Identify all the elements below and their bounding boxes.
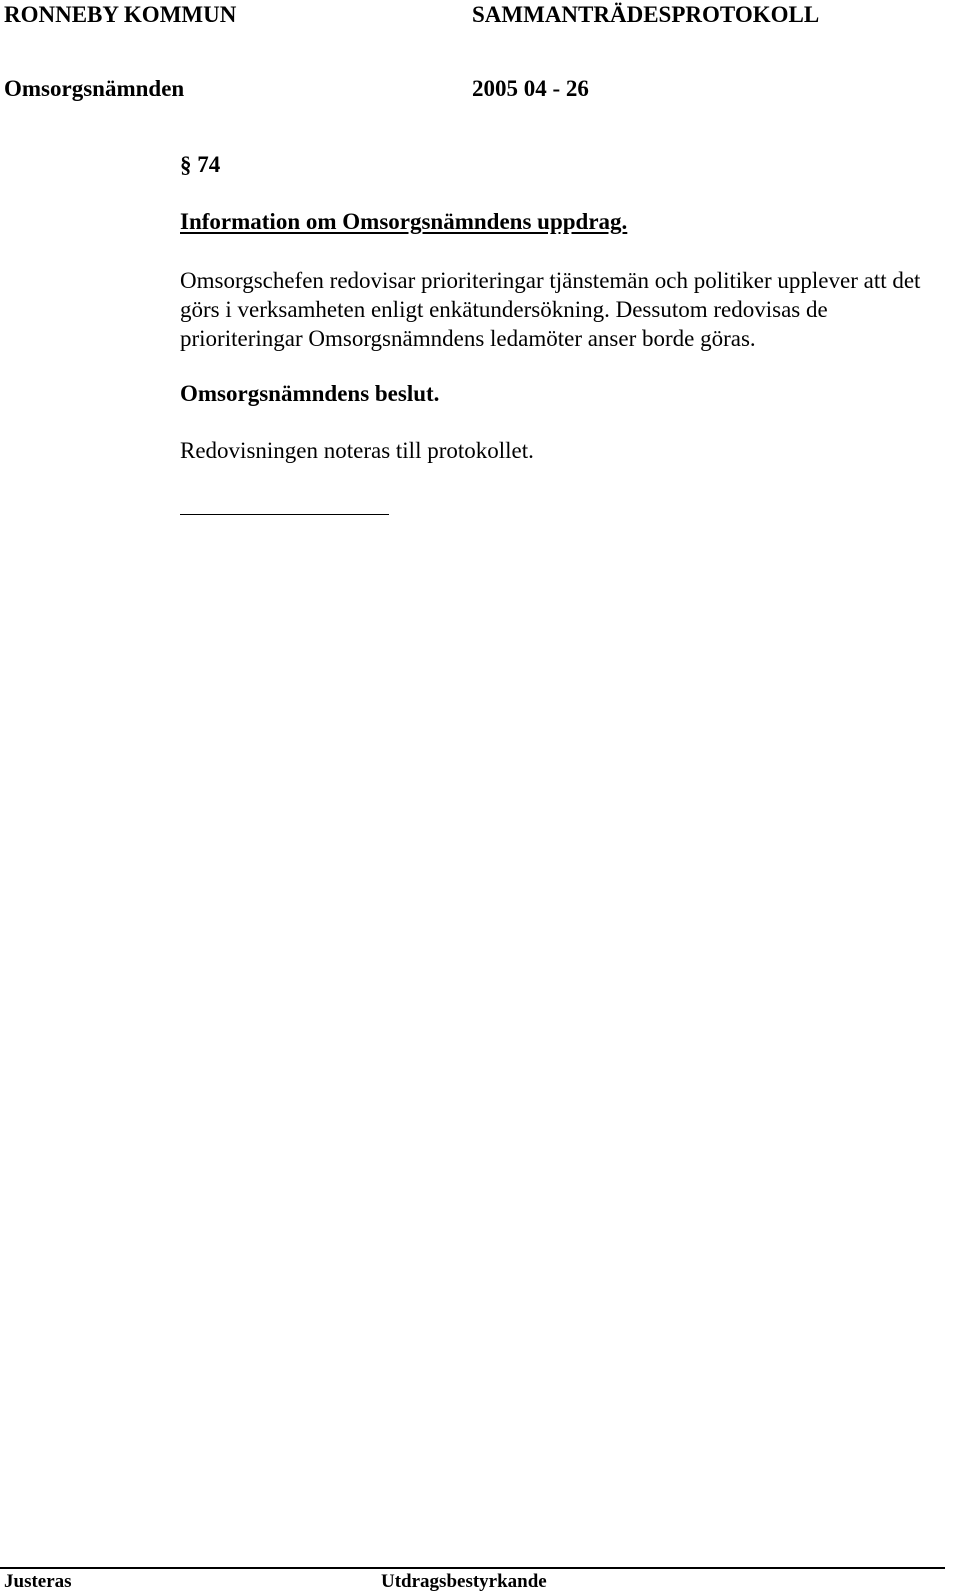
item-title: Information om Omsorgsnämndens uppdrag. <box>180 209 628 234</box>
meeting-date: 2005 04 - 26 <box>472 76 589 101</box>
footer-divider <box>0 1567 945 1569</box>
footer-justeras-label: Justeras <box>4 1571 72 1592</box>
item-body-text: Omsorgschefen redovisar prioriteringar tjänstemän och politiker upplever att det görs i verksamheten enligt enkätundersökning. Dessutom redovisas de prioriteringar Omsorgsnämndens ledamöter anser borde göras. <box>180 268 921 351</box>
decision-text: Redovisningen noteras till protokollet. <box>180 438 534 463</box>
document-type: SAMMANTRÄDESPROTOKOLL <box>472 2 820 27</box>
decision-heading: Omsorgsnämndens beslut. <box>180 381 440 406</box>
footer-utdragsbestyrkande-label: Utdragsbestyrkande <box>381 1571 547 1592</box>
end-divider <box>180 514 389 515</box>
committee-name: Omsorgsnämnden <box>4 76 185 101</box>
paragraph-number: § 74 <box>180 152 221 177</box>
organization-name: RONNEBY KOMMUN <box>4 2 237 27</box>
